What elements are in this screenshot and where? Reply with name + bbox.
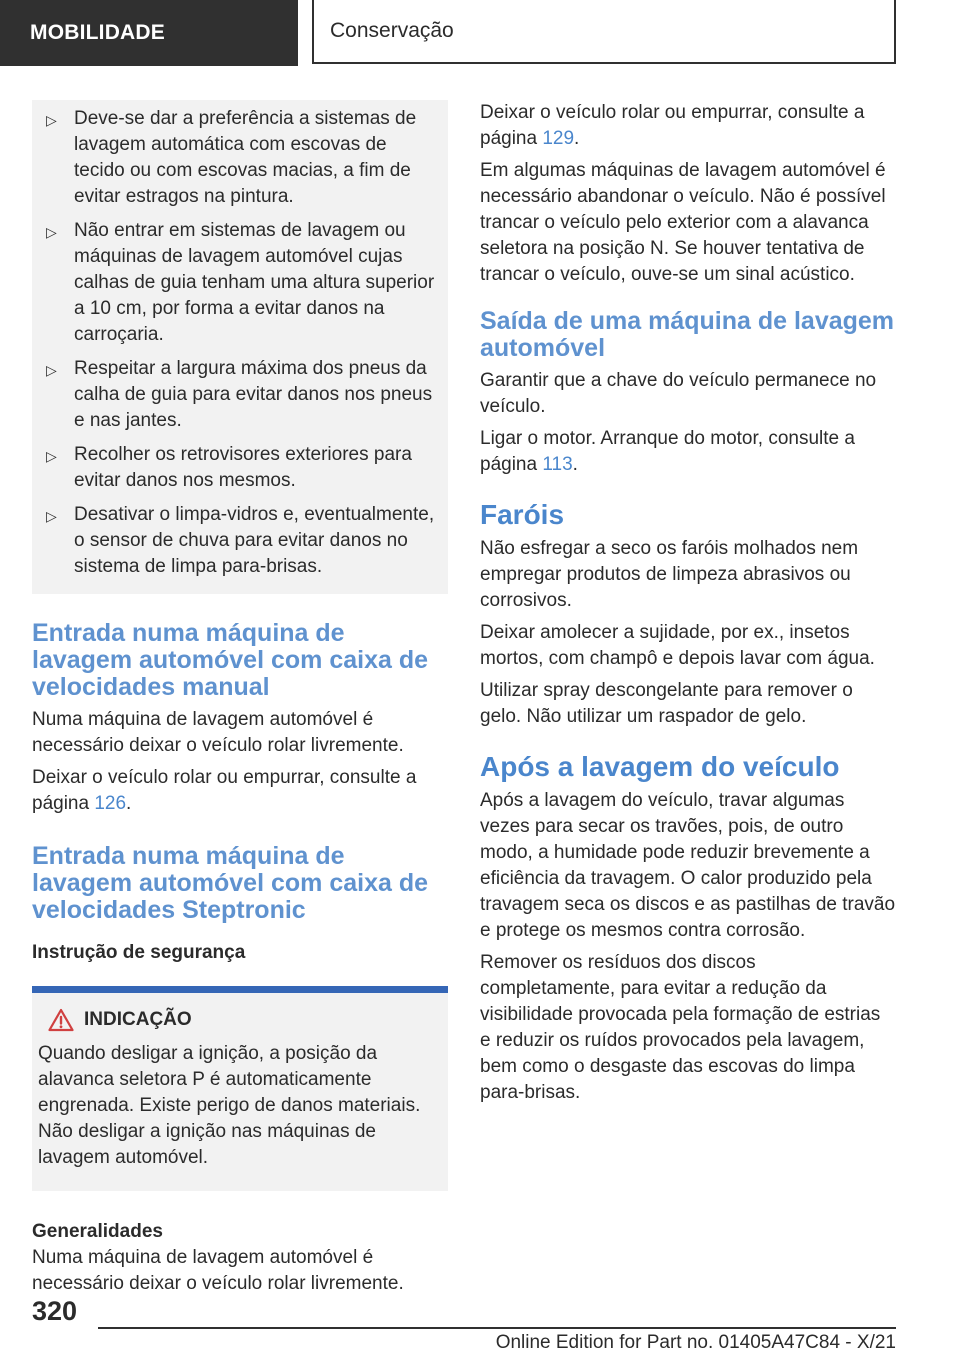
list-item-text: Desativar o limpa-vidros e, eventualmente, o sensor de chuva para evitar danos no sistema de limpa para-brisas. [74, 504, 435, 577]
note-text: Quando desligar a ignição, a posição da alavanca seletora P é automaticamente engrenada. Existe perigo de danos materiais. Não desligar a ignição nas máquinas de lavagem automóvel. [38, 1043, 421, 1168]
section-tab [0, 0, 298, 66]
list-item-text: Recolher os retrovisores exteriores para evitar danos nos mesmos. [74, 444, 412, 491]
manual-paragraph-2 [32, 765, 448, 817]
page-link-126[interactable]: 126 [94, 793, 127, 814]
headlights-paragraph-3: Utilizar spray descongelante para remover o gelo. Não utilizar um raspador de gelo. [480, 680, 853, 727]
chapter-title: Conservação [330, 19, 454, 42]
bullet-list-box [32, 100, 448, 594]
warning-triangle-icon [38, 1008, 84, 1032]
lock-paragraph: Em algumas máquinas de lavagem automóvel é necessário abandonar o veículo. Não é possível trancar o veículo pelo exterior com a alavanca seletora na posição N. Se houver tentativa de trancar o veículo, ouve-se um sinal acústico. [480, 160, 886, 285]
manual-paragraph-2-end: . [126, 793, 132, 814]
note-top-bar [32, 986, 448, 993]
list-item [46, 106, 436, 210]
triangle-bullet-icon: ▷ [46, 508, 57, 524]
exit-paragraph-2-text: Ligar o motor. Arranque do motor, consulte a página [480, 428, 855, 475]
roll-paragraph [480, 100, 896, 152]
headlights-paragraph-2: Deixar amolecer a sujidade, por ex., insetos mortos, com champô e depois lavar com água. [480, 622, 875, 669]
after-wash-heading: Após a lavagem do veículo [480, 751, 840, 782]
steptronic-heading: Entrada numa máquina de lavagem automóvel com caixa de velocidades Steptronic [32, 842, 429, 924]
list-item [46, 218, 436, 348]
note-box [32, 993, 448, 1191]
list-item-text: Respeitar a largura máxima dos pneus da calha de guia para evitar danos nos pneus e nas jantes. [74, 358, 433, 431]
safety-heading: Instrução de segurança [32, 942, 246, 963]
exit-paragraph-2 [480, 426, 896, 478]
exit-heading: Saída de uma máquina de lavagem automóvel [480, 307, 895, 362]
page-number: 320 [32, 1296, 78, 1326]
exit-paragraph-1: Garantir que a chave do veículo permanece no veículo. [480, 370, 877, 417]
list-item [46, 502, 436, 580]
list-item [46, 442, 436, 494]
list-item-text: Não entrar em sistemas de lavagem ou máquinas de lavagem automóvel cujas calhas de guia tenham uma altura superior a 10 cm, por forma a evitar danos na carroçaria. [74, 220, 435, 345]
right-column [480, 100, 896, 1112]
chapter-tab [312, 0, 896, 64]
edition-text: Online Edition for Part no. 01405A47C84 - X/21 [495, 1332, 896, 1353]
after-wash-paragraph-1: Após a lavagem do veículo, travar algumas vezes para secar os travões, pois, de outro modo, a humidade pode reduzir brevemente a eficiência da travagem. O calor produzido pela travagem seca os discos e as pastilhas de travão e protege os mesmos contra corrosão. [480, 790, 896, 941]
headlights-paragraph-1: Não esfregar a seco os faróis molhados nem empregar produtos de limpeza abrasivos ou corrosivos. [480, 538, 859, 611]
manual-paragraph-2-text: Deixar o veículo rolar ou empurrar, consulte a página [32, 767, 417, 814]
triangle-bullet-icon: ▷ [46, 112, 57, 128]
page-link-129[interactable]: 129 [542, 128, 575, 149]
note-header [38, 1007, 440, 1033]
triangle-bullet-icon: ▷ [46, 362, 57, 378]
list-item [46, 356, 436, 434]
exit-paragraph-2-end: . [572, 454, 578, 475]
roll-paragraph-end: . [574, 128, 580, 149]
triangle-bullet-icon: ▷ [46, 448, 57, 464]
after-wash-paragraph-2: Remover os resíduos dos discos completamente, para evitar a redução da visibilidade provocada pela formação de estrias e reduzir os ruídos provocados pela lavagem, bem como o desgaste das escovas do limpa para-brisas. [480, 952, 881, 1103]
section-title: MOBILIDADE [30, 21, 165, 44]
triangle-bullet-icon: ▷ [46, 224, 57, 240]
manual-paragraph-1: Numa máquina de lavagem automóvel é necessário deixar o veículo rolar livremente. [32, 709, 404, 756]
general-heading: Generalidades [32, 1221, 163, 1242]
note-title: INDICAÇÃO [84, 1009, 192, 1030]
left-column [32, 100, 448, 1303]
page-link-113[interactable]: 113 [542, 454, 573, 475]
general-paragraph: Numa máquina de lavagem automóvel é necessário deixar o veículo rolar livremente. [32, 1247, 404, 1294]
footer-divider [98, 1327, 896, 1329]
list-item-text: Deve-se dar a preferência a sistemas de lavagem automática com escovas de tecido ou com escovas macias, a fim de evitar estragos na pintura. [74, 108, 417, 207]
headlights-heading: Faróis [480, 499, 565, 530]
roll-paragraph-text: Deixar o veículo rolar ou empurrar, consulte a página [480, 102, 865, 149]
manual-heading: Entrada numa máquina de lavagem automóvel com caixa de velocidades manual [32, 619, 429, 701]
